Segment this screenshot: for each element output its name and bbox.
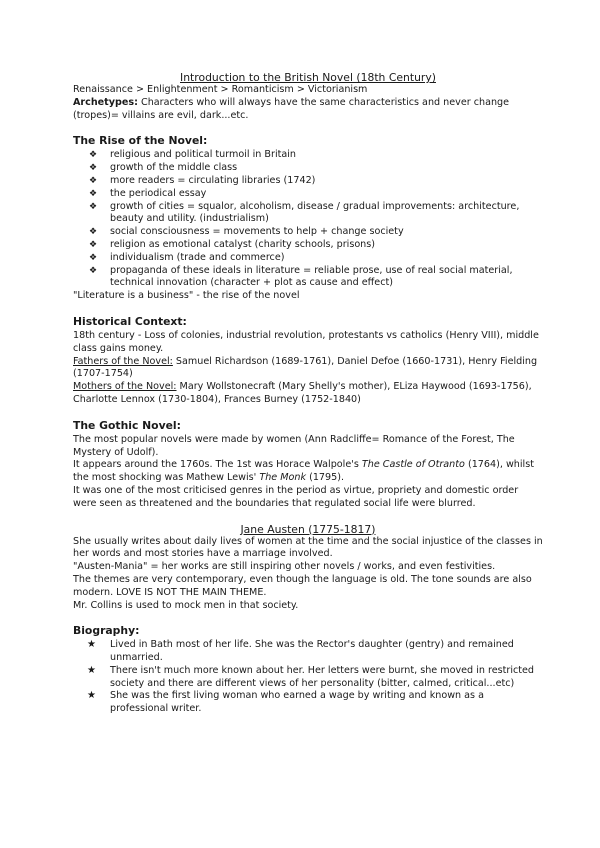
list-item: ❖ more readers = circulating libraries (1742): [89, 174, 316, 186]
mothers-text: Mary Wollstonecraft (Mary Shelly's mother), ELiza Haywood (1693-1756), Charlotte Lennox (1730-1804), Frances Burney (1752-1840): [73, 381, 532, 405]
list-item: ★ There isn't much more known about her. Her letters were burnt, she moved in restricted society and there are different views of her personality (bitter, calmed, critical...etc): [87, 664, 535, 689]
list-item: ❖ individualism (trade and commerce): [89, 251, 285, 263]
austen-paragraph-4: Mr. Collins is used to mock men in that society.: [73, 599, 299, 611]
fathers-label: Fathers of the Novel:: [73, 355, 173, 367]
fathers-paragraph: [73, 356, 543, 382]
list-item: ❖ growth of cities = squalor, alcoholism, disease / gradual improvements: architecture, beauty and utility. (industrialism): [89, 200, 520, 225]
austen-paragraph-1: She usually writes about daily lives of women at the time and the social injustice of the classes in her words and most stories have a marriage involved.: [73, 535, 543, 560]
list-item: ❖ social consciousness = movements to help + change society: [89, 226, 404, 238]
list-item: ❖ religion as emotional catalyst (charity schools, prisons): [89, 238, 376, 250]
diamond-bullet-icon: ❖: [89, 201, 98, 212]
gothic-paragraph-1: The most popular novels were made by women (Ann Radcliffe= Romance of the Forest, The Mystery of Udolf).: [73, 433, 515, 458]
diamond-bullet-icon: ❖: [89, 188, 98, 199]
biography-list: [73, 639, 543, 716]
list-item: ❖ growth of the middle class: [89, 162, 238, 174]
archetypes-text: Characters who will always have the same characteristics and never change (tropes)= villains are evil, dark...etc.: [73, 96, 510, 121]
list-item: ❖ religious and political turmoil in Britain: [89, 149, 296, 161]
historical-text: 18th century - Loss of colonies, industrial revolution, protestants vs catholics (Henry VIII), middle class gains money.: [73, 329, 539, 354]
list-item: ★ Lived in Bath most of her life. She was the Rector's daughter (gentry) and remained unmarried.: [87, 639, 514, 664]
literary-periods: Renaissance > Enlightenment > Romanticism > Victorianism: [73, 84, 368, 95]
list-item: ❖ the periodical essay: [89, 187, 207, 199]
austen-paragraph-2: "Austen-Mania" = her works are still inspiring other novels / works, and even festivities.: [73, 561, 496, 573]
list-item: ❖ propaganda of these ideals in literature = reliable prose, use of real social material, technical innovation (character + plot as cause and effect): [89, 264, 513, 289]
diamond-bullet-icon: ❖: [89, 227, 98, 238]
list-item: ★ She was the first living woman who earned a wage by writing and known as a professional writer.: [87, 690, 484, 715]
otranto-title: The Castle of Otranto: [361, 459, 465, 471]
rise-closing-quote: "Literature is a business" - the rise of the novel: [73, 290, 300, 302]
rise-list: [73, 149, 543, 290]
star-bullet-icon: ★: [87, 664, 96, 676]
gothic-paragraph-2: It appears around the 1760s. The 1st was Horace Walpole's The Castle of Otranto (1764), whilst the most shocking was Mathew Lewis' The Monk (1795).: [73, 459, 534, 484]
gothic-heading: The Gothic Novel:: [73, 418, 181, 432]
austen-title: Jane Austen (1775-1817): [240, 522, 376, 536]
diamond-bullet-icon: ❖: [89, 252, 98, 263]
diamond-bullet-icon: ❖: [89, 175, 98, 186]
document-title: Introduction to the British Novel (18th Century): [180, 71, 436, 84]
diamond-bullet-icon: ❖: [89, 265, 98, 276]
star-bullet-icon: ★: [87, 690, 96, 702]
document-page: [73, 71, 543, 716]
archetypes-paragraph: [73, 97, 543, 123]
archetypes-label: Archetypes:: [73, 96, 138, 108]
historical-heading: Historical Context:: [73, 314, 187, 328]
biography-heading: Biography:: [73, 624, 140, 638]
mothers-paragraph: [73, 381, 543, 407]
rise-heading: The Rise of the Novel:: [73, 134, 208, 148]
monk-title: The Monk: [259, 472, 307, 484]
diamond-bullet-icon: ❖: [89, 163, 98, 174]
fathers-text: Samuel Richardson (1689-1761), Daniel Defoe (1660-1731), Henry Fielding (1707-1754): [73, 355, 538, 380]
gothic-paragraph-3: It was one of the most criticised genres in the period as virtue, propriety and domestic order were seen as threatened and the boundaries that regulated social life were blurred.: [73, 484, 519, 509]
star-bullet-icon: ★: [87, 639, 96, 651]
diamond-bullet-icon: ❖: [89, 239, 98, 250]
mothers-label: Mothers of the Novel:: [73, 381, 177, 393]
diamond-bullet-icon: ❖: [89, 150, 98, 161]
austen-paragraph-3: The themes are very contemporary, even though the language is old. The tone sounds are also modern. LOVE IS NOT THE MAIN THEME.: [73, 573, 532, 598]
